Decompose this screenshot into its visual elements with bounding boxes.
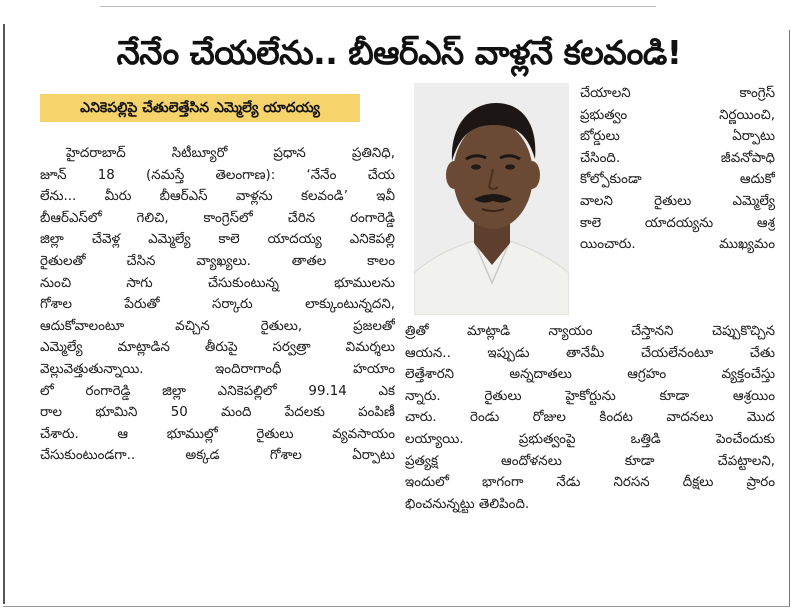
article-line: త్రితో మాట్లాడి న్యాయం చేస్తానని చెప్పుకొచ్చిన bbox=[405, 324, 775, 339]
article-line: చేసింది. జీవనోపాధి bbox=[580, 150, 775, 166]
article-right-top-column bbox=[580, 83, 775, 315]
top-rule bbox=[100, 6, 656, 7]
article-line: రైతులతో చేసిన వ్యాఖ్యలు. తాతల కాలం bbox=[40, 253, 395, 269]
bottom-rule bbox=[3, 606, 790, 607]
portrait-illustration bbox=[414, 83, 569, 315]
article-line: కాలె యాదయ్యను ఆశ్ర bbox=[580, 215, 775, 231]
article-line: బీఆర్ఎస్‌లో గెలిచి, కాంగ్రెస్‌లో చేరిన రంగారెడ్డి bbox=[40, 210, 395, 226]
article-line: జిల్లా చేవెళ్ల ఎమ్మెల్యే కాలె యాదయ్య ఎనికెపల్లి bbox=[40, 232, 395, 248]
article-right-bottom-column bbox=[405, 321, 775, 591]
article-line: ఎమ్మెల్యే మాట్లాడిన తీరుపై సర్వత్రా విమర్శలు bbox=[40, 340, 395, 356]
article-line: చేశారు. ఆ భూముల్లో రైతులు వ్యవసాయం bbox=[40, 426, 395, 442]
article-line: కోల్పోకుండా ఆదుకో bbox=[580, 172, 775, 188]
article-line: వెల్లువెత్తుతున్నాయి. ఇందిరాగాంధీ హయాం bbox=[40, 361, 395, 377]
article-line: న్నారు. రైతులు హైకోర్టును కూడా ఆశ్రయిం bbox=[405, 388, 775, 404]
article-line: నుంచి సాగు చేసుకుంటున్న భూములను bbox=[40, 275, 395, 291]
article-line: చేసుకుంటుండగా.. అక్కడ గోశాల ఏర్పాటు bbox=[40, 448, 395, 464]
article-line: ఆయన.. ఇప్పుడు తానేమీ చేయలేనంటూ చేతు bbox=[405, 345, 775, 361]
article-line: లయ్యాయి. ప్రభుత్వంపై ఒత్తిడి పెంచేందుకు bbox=[405, 431, 775, 447]
article-line: ప్రభుత్వం నిర్ణయించి, bbox=[580, 107, 775, 123]
article-line: యించారు. ముఖ్యమం bbox=[580, 237, 775, 253]
article-line: చేయాలని కాంగ్రెస్ bbox=[580, 86, 775, 101]
mla-portrait-photo bbox=[414, 83, 569, 315]
article-line: భించనున్నట్టు తెలిపింది. bbox=[405, 496, 530, 512]
headline: నేనేం చేయలేను.. బీఆర్ఎస్ వాళ్లనే కలవండి! bbox=[116, 33, 682, 72]
article-line: ప్రత్యక్ష ఆందోళనలు కూడా చేపట్టాలని, bbox=[405, 453, 775, 469]
article-line: ఇందులో భాగంగా నేడు నిరసన దీక్షలు ప్రారం bbox=[405, 475, 775, 491]
article-line: హైదరాబాద్ సిటీబ్యూరో ప్రధాన ప్రతినిధి, bbox=[66, 146, 395, 161]
article-line: ఆదుకోవాలంటూ వచ్చిన రైతులు, ప్రజలతో bbox=[40, 318, 395, 334]
left-frame-border bbox=[3, 24, 5, 604]
article-line: వాలని రైతులు ఎమ్మెల్యే bbox=[580, 193, 775, 209]
article-line: లో రంగారెడ్డి జిల్లా ఎనికెపల్లిలో 99.14 ఎక bbox=[40, 383, 395, 399]
subheadline-banner: ఎనికెపల్లిపై చేతులెత్తేసిన ఎమ్మెల్యే యాదయ్య bbox=[40, 94, 360, 122]
article-line: రాల భూమిని 50 మంది పేదలకు పంపిణీ bbox=[40, 405, 395, 421]
right-frame-border bbox=[789, 30, 790, 606]
article-line: జూన్ 18 (నమస్తే తెలంగాణ): ‘నేనేం చేయ bbox=[40, 167, 395, 183]
article-line: గోశాల పేరుతో సర్కారు లాక్కుంటున్నదని, bbox=[40, 297, 395, 313]
article-line: బోర్డులు ఏర్పాటు bbox=[580, 129, 775, 145]
article-left-column bbox=[40, 143, 395, 593]
article-line: చారు. రెండు రోజుల కిందట వాదనలు మొద bbox=[405, 410, 775, 426]
article-line: లేను... మీరు బీఆర్ఎస్ వాళ్లను కలవండి’ ఇవీ bbox=[40, 189, 395, 205]
article-line: లెత్తేశారని అన్నదాతలు ఆగ్రహం వ్యక్తంచేస్తు bbox=[405, 367, 775, 383]
